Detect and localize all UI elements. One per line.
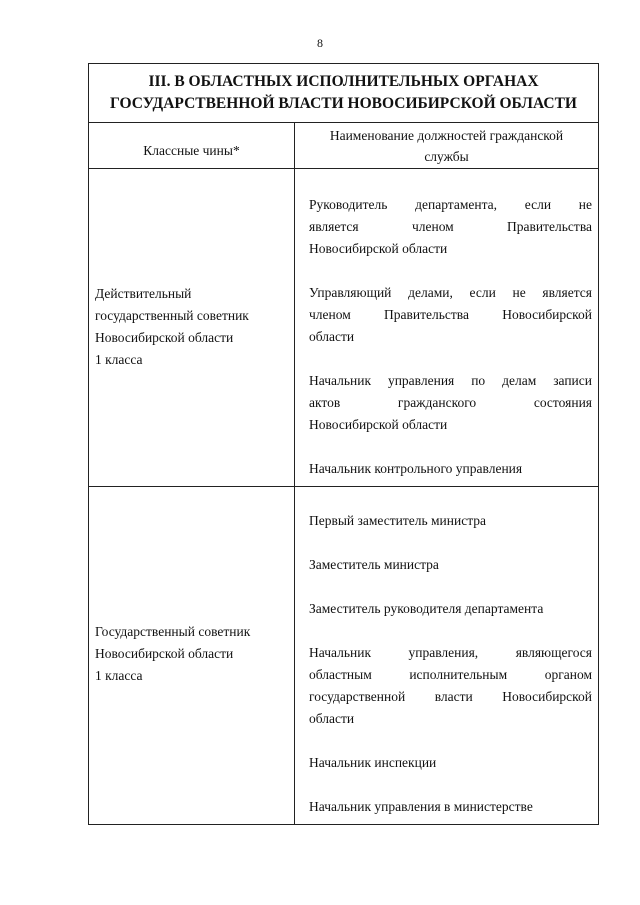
section-title-row: [89, 64, 599, 123]
positions-cell: [295, 487, 599, 825]
ranks-table: [88, 63, 599, 825]
table-row: [89, 487, 599, 825]
position-line: Управляющий делами, если не является: [309, 285, 593, 300]
rank-line: Новосибирской области: [95, 646, 234, 661]
column-header-ranks: Классные чины*: [89, 123, 295, 169]
table-row: [89, 169, 599, 487]
position-item: [309, 554, 592, 576]
rank-line: Новосибирской области: [95, 330, 234, 345]
position-item: [309, 752, 592, 774]
position-line: Заместитель руководителя департамента: [309, 601, 544, 616]
rank-line: Государственный советник: [95, 624, 251, 639]
position-line: Начальник инспекции: [309, 755, 437, 770]
position-item: [309, 796, 592, 818]
position-item: [309, 642, 592, 730]
position-line: области: [309, 711, 355, 726]
rank-line: 1 класса: [95, 668, 143, 683]
position-line: Начальник контрольного управления: [309, 461, 523, 476]
position-line: государственной власти Новосибирской: [309, 689, 593, 704]
column-header-positions-line-2: службы: [424, 149, 469, 164]
position-line: Начальник управления по делам записи: [309, 373, 593, 388]
rank-line: государственный советник: [95, 308, 249, 323]
column-header-positions: [295, 123, 599, 169]
page-number: 8: [317, 36, 323, 50]
position-line: является членом Правительства: [309, 219, 593, 234]
position-line: Новосибирской области: [309, 417, 448, 432]
position-item: [309, 510, 592, 532]
position-item: [309, 282, 592, 348]
section-title: [89, 64, 599, 123]
positions-cell: [295, 169, 599, 487]
position-line: Заместитель министра: [309, 557, 439, 572]
rank-cell: [89, 487, 295, 825]
position-line: членом Правительства Новосибирской: [309, 307, 593, 322]
table-header-row: [89, 123, 599, 169]
rank-line: Действительный: [95, 286, 192, 301]
position-line: Новосибирской области: [309, 241, 448, 256]
section-title-line-1: III. В ОБЛАСТНЫХ ИСПОЛНИТЕЛЬНЫХ ОРГАНАХ: [148, 73, 539, 90]
rank-cell: [89, 169, 295, 487]
position-line: Начальник управления, являющегося: [309, 645, 593, 660]
rank-line: 1 класса: [95, 352, 143, 367]
position-line: областным исполнительным органом: [309, 667, 593, 682]
position-line: Начальник управления в министерстве: [309, 799, 533, 814]
position-line: Первый заместитель министра: [309, 513, 487, 528]
position-item: [309, 458, 592, 480]
column-header-positions-line-1: Наименование должностей гражданской: [329, 128, 564, 143]
section-title-line-2: ГОСУДАРСТВЕННОЙ ВЛАСТИ НОВОСИБИРСКОЙ ОБЛАСТИ: [110, 95, 577, 112]
position-line: Руководитель департамента, если не: [309, 197, 593, 212]
position-line: актов гражданского состояния: [309, 395, 593, 410]
position-item: [309, 194, 592, 260]
position-line: области: [309, 329, 355, 344]
position-item: [309, 598, 592, 620]
position-item: [309, 370, 592, 436]
